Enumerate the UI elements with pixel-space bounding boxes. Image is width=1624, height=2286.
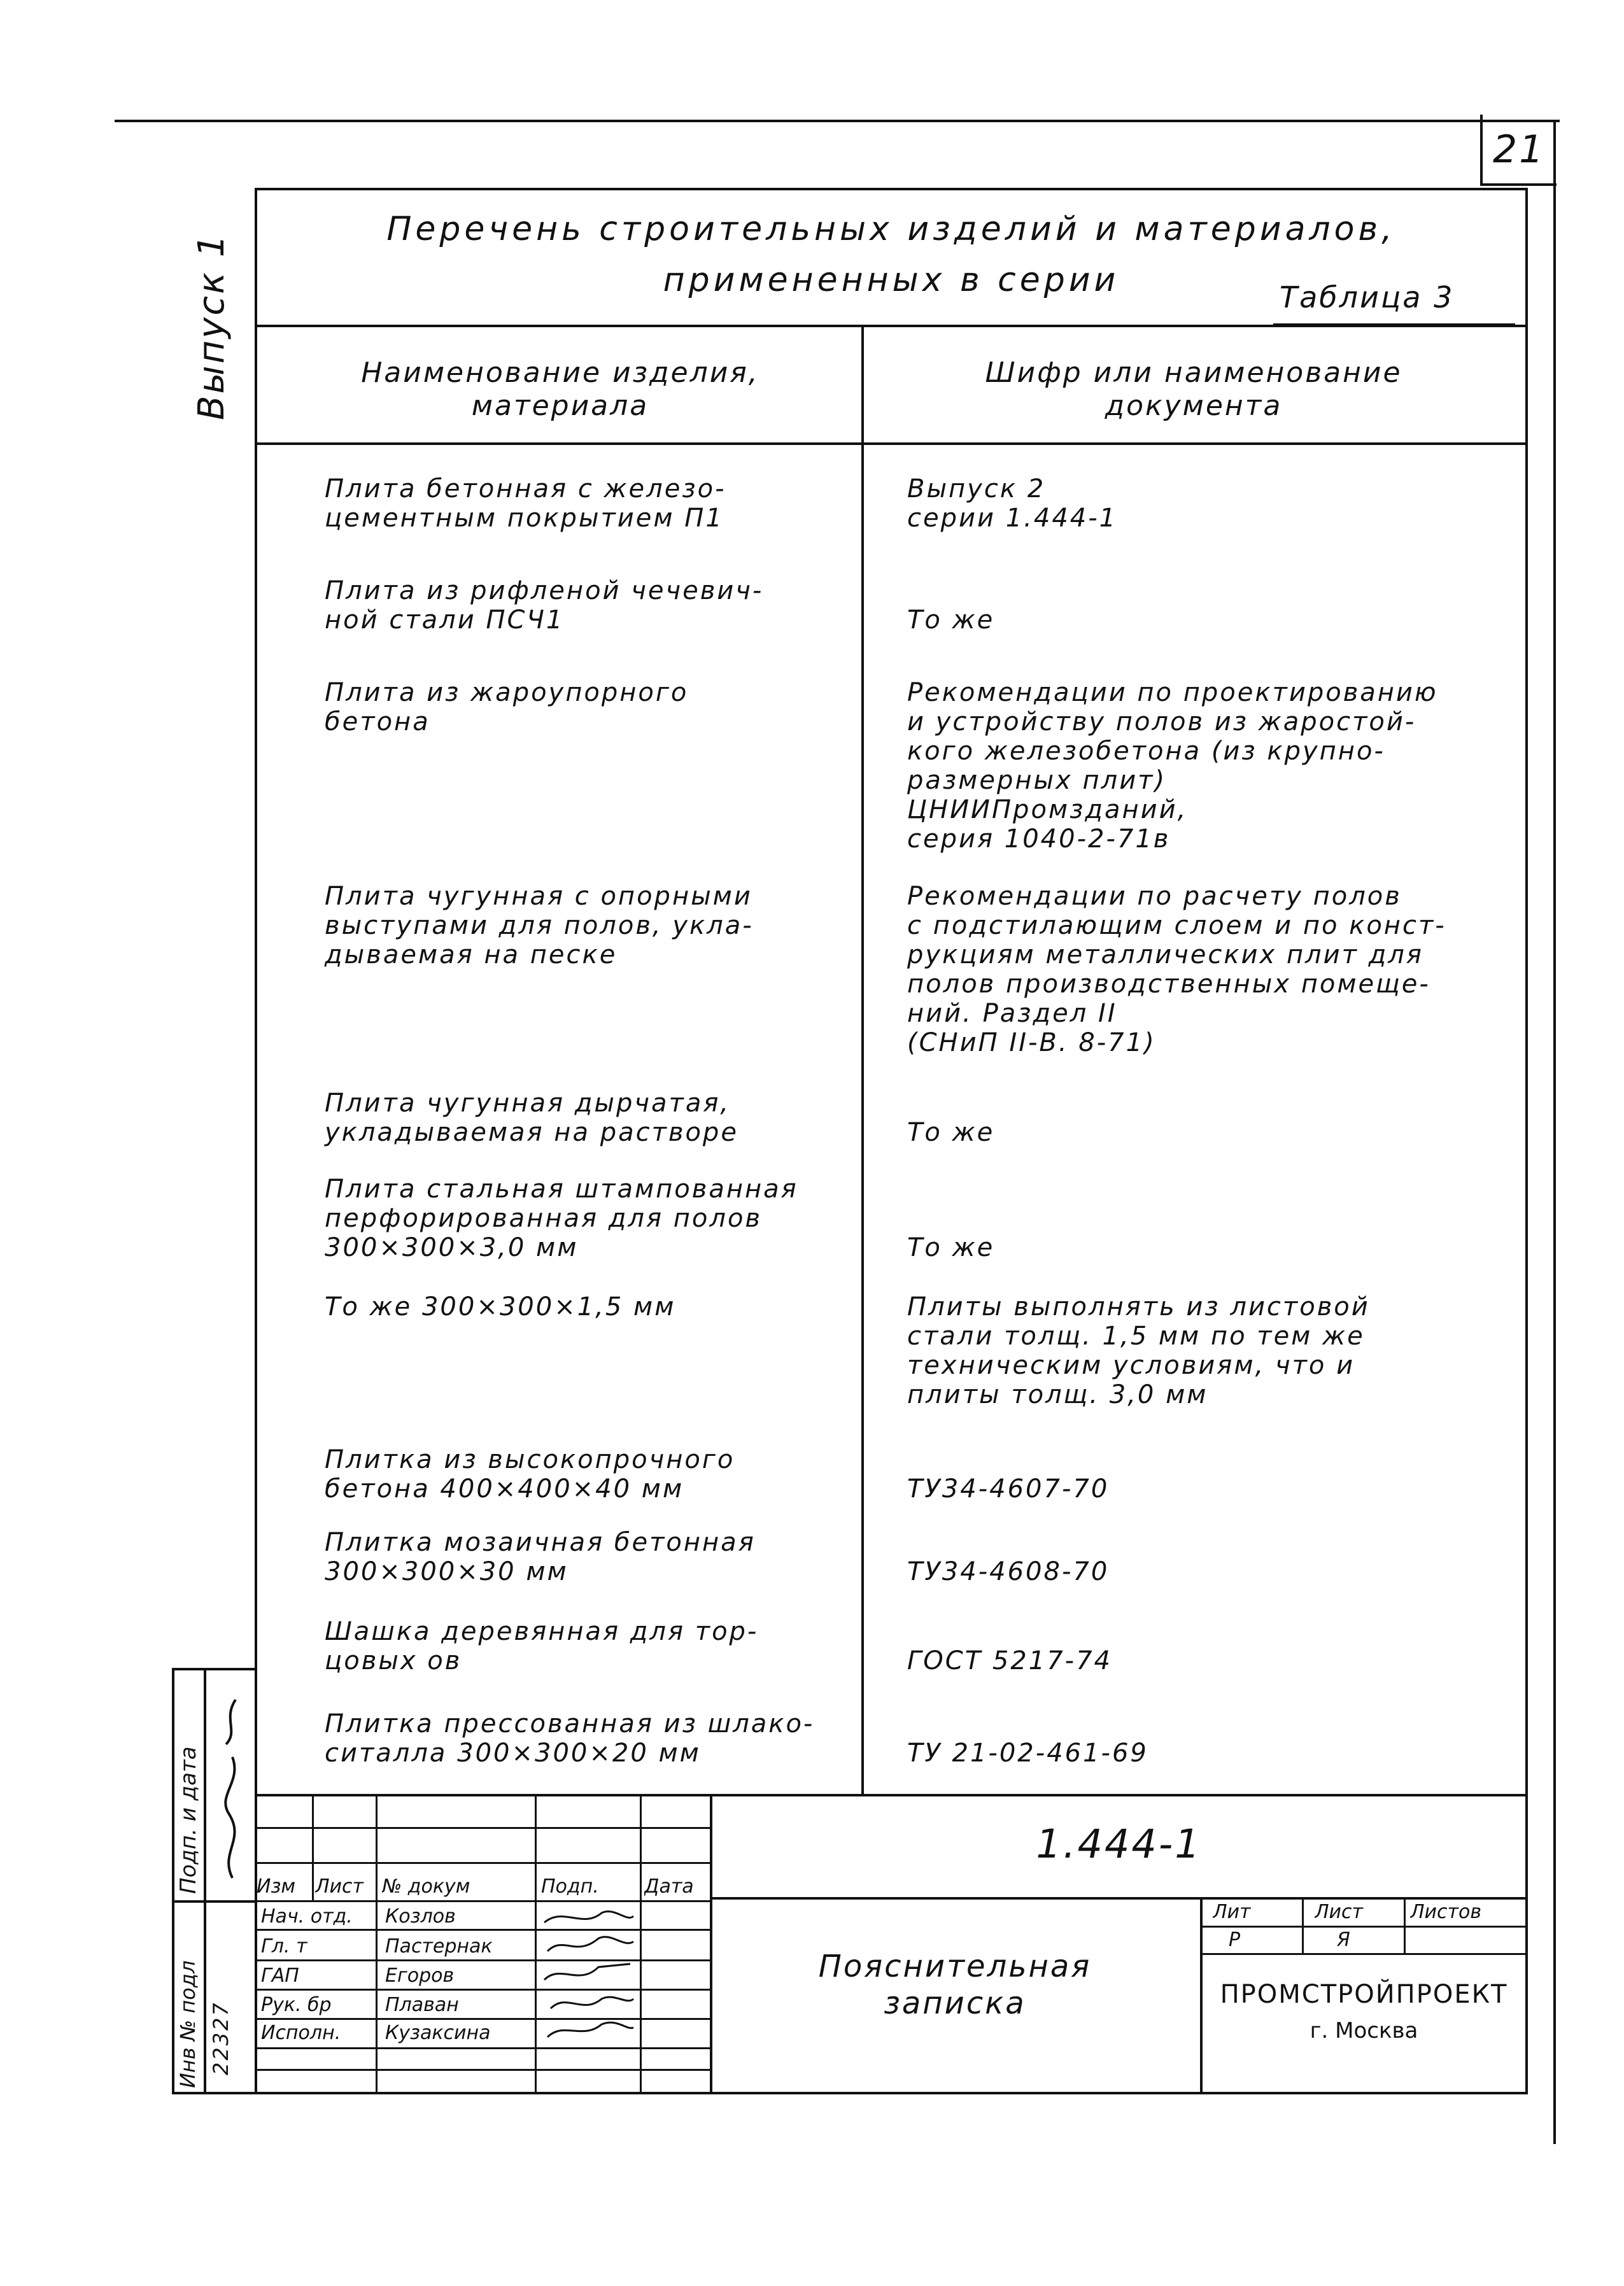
top-rule — [115, 120, 1560, 122]
stamp-city: г. Москва — [1310, 2018, 1418, 2043]
stamp-doc-number: 1.444-1 — [1036, 1821, 1202, 1867]
row-8-name: Плитка из высокопрочного бетона 400×400×40 мм — [325, 1445, 735, 1504]
page-number: 21 — [1493, 127, 1546, 172]
table-label: Таблица 3 — [1280, 280, 1455, 314]
inv-number: 22327 — [209, 2001, 233, 2075]
row-6-code: То же — [907, 1233, 995, 1262]
inv-podl-label: Инв № подл — [176, 1960, 200, 2088]
row-11-code: ТУ 21-02-461-69 — [907, 1739, 1148, 1768]
left-strip-inner — [172, 1668, 174, 2094]
row-10-name: Шашка деревянная для тор- цовых ов — [325, 1617, 759, 1676]
row-7-name: То же 300×300×1,5 мм — [325, 1292, 676, 1322]
stamp-col-izm: Изм — [257, 1875, 296, 1898]
stamp-name-2: Пастернак — [385, 1935, 493, 1958]
left-strip-divider — [172, 1900, 255, 1903]
row-3-code: Рекомендации по проектированию и устройству полов из жаростой- кого железобетона (из крупно- размерных плит) ЦНИИПромзданий, серия 1040-2-71в — [907, 678, 1438, 854]
stamp-lit-row-1 — [1200, 1926, 1528, 1928]
left-strip-top — [172, 1668, 255, 1670]
stamp-name-4: Плаван — [385, 1994, 459, 2016]
stamp-sheet-header: Лист — [1315, 1901, 1364, 1923]
row-2-name: Плита из рифленой чечевич- ной стали ПСЧ1 — [325, 576, 764, 635]
stamp-sheet-value: Я — [1337, 1929, 1350, 1951]
stamp-role-2: Гл. т — [261, 1935, 307, 1958]
row-4-name: Плита чугунная с опорными выступами для полов, укла- дываемая на песке — [325, 882, 754, 970]
row-5-code: То же — [907, 1118, 995, 1147]
title-line-1: Перечень строительных изделий и материалов, — [386, 210, 1396, 248]
stamp-name-1: Козлов — [385, 1905, 456, 1928]
stamp-doc-title: Пояснительная записка — [818, 1949, 1092, 2021]
right-edge-rule — [1553, 120, 1556, 2144]
stamp-lit-col-2 — [1404, 1897, 1406, 1954]
stamp-role-3: ГАП — [261, 1965, 299, 1987]
row-9-name: Плитка мозаичная бетонная 300×300×30 мм — [325, 1528, 756, 1586]
stamp-org: ПРОМСТРОЙПРОЕКТ — [1220, 1980, 1508, 2009]
stamp-role-5: Исполн. — [261, 2022, 341, 2044]
page-number-box-bottom — [1480, 183, 1557, 186]
stamp-grid-col-2 — [376, 1794, 378, 2094]
side-label: Выпуск 1 — [191, 232, 232, 420]
row-9-code: ТУ34-4608-70 — [907, 1557, 1110, 1586]
stamp-grid-col-4 — [640, 1794, 642, 2094]
row-3-name: Плита из жароупорного бетона — [325, 678, 689, 737]
row-2-code: То же — [907, 605, 995, 635]
stamp-lit-col-1 — [1302, 1897, 1304, 1954]
stamp-col-date: Дата — [644, 1875, 694, 1898]
left-strip-bottom — [172, 2092, 255, 2094]
stamp-role-1: Нач. отд. — [261, 1905, 353, 1928]
title-line-2: примененных в серии — [663, 261, 1120, 299]
stamp-left-block-edge — [710, 1794, 712, 2094]
stamp-lit-row-2 — [1200, 1953, 1528, 1955]
row-6-name: Плита стальная штампованная перфорированная для полов 300×300×3,0 мм — [325, 1175, 798, 1262]
column-header-name: Наименование изделия, материала — [361, 356, 759, 422]
podp-data-label: Подп. и дата — [176, 1746, 201, 1894]
margin-signature — [213, 1693, 251, 1884]
row-7-code: Плиты выполнять из листовой стали толщ. 1,5 мм по тем же техническим условиям, что и плиты толщ. 3,0 мм — [907, 1292, 1370, 1409]
column-divider — [861, 325, 864, 1795]
row-1-name: Плита бетонная с железо- цементным покрытием П1 — [325, 474, 726, 533]
stamp-col-list: Лист — [315, 1875, 364, 1898]
stamp-col-docnum: № докум — [382, 1875, 470, 1898]
row-8-code: ТУ34-4607-70 — [907, 1474, 1110, 1504]
row-4-code: Рекомендации по расчету полов с подстилающим слоем и по конст- рукциям металлических плит для полов производственных помеще- ний. Раздел II (СНиП II-В. 8-71) — [907, 882, 1446, 1057]
stamp-signatures — [538, 1903, 640, 2050]
stamp-grid-col-1 — [312, 1794, 314, 1902]
row-5-name: Плита чугунная дырчатая, укладываемая на растворе — [325, 1089, 738, 1147]
stamp-name-5: Кузаксина — [385, 2022, 491, 2044]
row-1-code: Выпуск 2 серии 1.444-1 — [907, 474, 1118, 533]
stamp-lit-value: Р — [1229, 1929, 1241, 1951]
stamp-name-3: Егоров — [385, 1965, 455, 1987]
stamp-top-rule — [255, 1794, 1528, 1796]
stamp-grid-col-3 — [535, 1794, 537, 2094]
stamp-sheets-header: Листов — [1410, 1901, 1482, 1923]
left-strip-outer — [204, 1668, 206, 2094]
row-11-name: Плитка прессованная из шлако- ситалла 300×300×20 мм — [325, 1709, 815, 1768]
column-header-code: Шифр или наименование документа — [985, 356, 1402, 422]
stamp-col-podp: Подп. — [541, 1875, 599, 1898]
stamp-role-4: Рук. бр — [261, 1994, 332, 2016]
header-bottom-rule — [255, 442, 1528, 445]
stamp-lit-header: Лит — [1213, 1901, 1251, 1923]
row-10-code: ГОСТ 5217-74 — [907, 1646, 1112, 1676]
page-number-box-left — [1480, 115, 1483, 185]
header-top-rule — [255, 325, 1528, 327]
